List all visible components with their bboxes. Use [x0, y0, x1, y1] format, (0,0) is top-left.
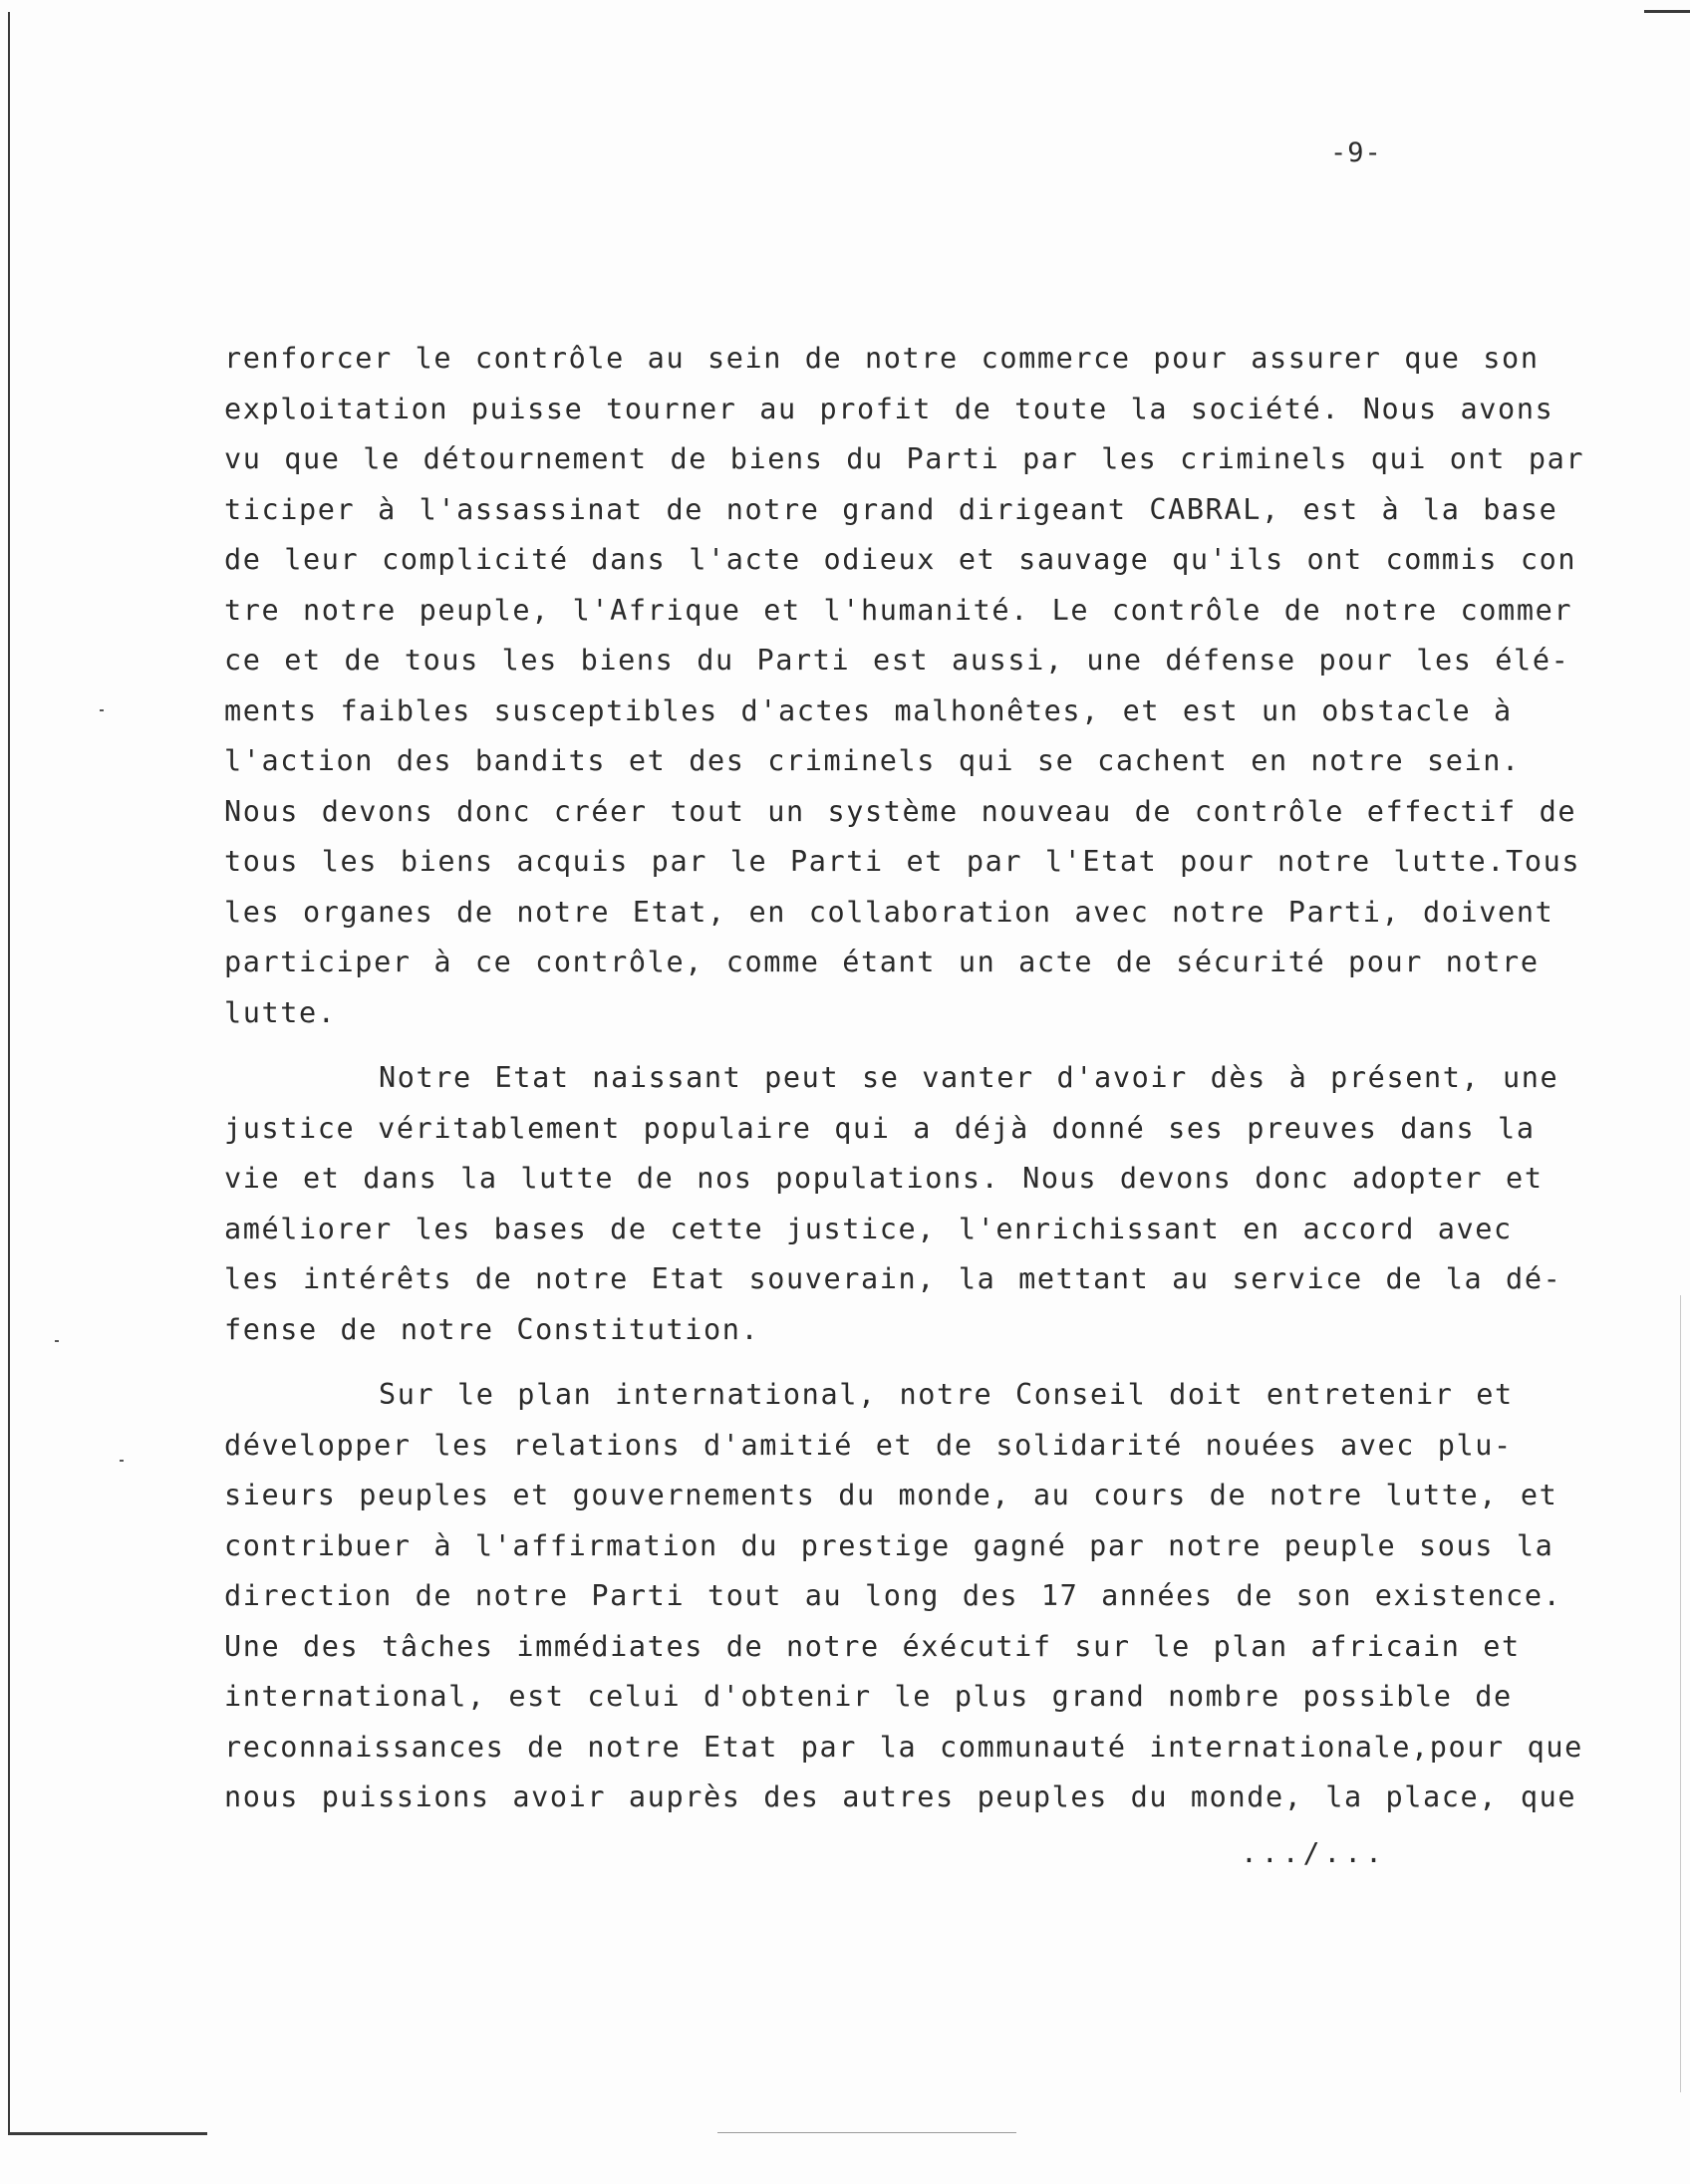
continuation-mark: .../...: [1241, 1836, 1387, 1869]
scan-edge-bottom: [8, 2132, 207, 2135]
scan-speck: [55, 1340, 59, 1342]
text-line: international, est celui d'obtenir le plus grand nombre possible de: [224, 1680, 1513, 1713]
text-line: tre notre peuple, l'Afrique et l'humanité. Le contrôle de notre commer: [224, 593, 1573, 627]
text-line: l'action des bandits et des criminels qui se cachent en notre sein.: [224, 744, 1521, 777]
text-line: lutte.: [224, 995, 337, 1029]
text-line: vie et dans la lutte de nos populations. Nous devons donc adopter et: [224, 1162, 1544, 1195]
text-line: justice véritablement populaire qui a déjà donné ses preuves dans la: [224, 1111, 1536, 1145]
text-line: de leur complicité dans l'acte odieux et sauvage qu'ils ont commis con: [224, 543, 1577, 576]
text-line: exploitation puisse tourner au profit de toute la société. Nous avons: [224, 392, 1554, 425]
text-line: Nous devons donc créer tout un système nouveau de contrôle effectif de: [224, 794, 1577, 828]
scan-edge-top: [1644, 10, 1690, 13]
text-line: ments faibles susceptibles d'actes malhonêtes, et est un obstacle à: [224, 693, 1513, 727]
scan-edge-left: [8, 12, 10, 2134]
text-line: direction de notre Parti tout au long des 17 années de son existence.: [224, 1579, 1562, 1612]
scan-speck: [120, 1460, 124, 1462]
text-line: Sur le plan international, notre Conseil doit entretenir et: [379, 1378, 1514, 1411]
text-line: fense de notre Constitution.: [224, 1312, 760, 1346]
text-line: sieurs peuples et gouvernements du monde, au cours de notre lutte, et: [224, 1479, 1558, 1511]
paragraph: [224, 1053, 1609, 1355]
text-line: améliorer les bases de cette justice, l'enrichissant en accord avec: [224, 1212, 1513, 1245]
page-number: -9-: [1330, 137, 1382, 168]
text-line: Une des tâches immédiates de notre éxécutif sur le plan africain et: [224, 1629, 1521, 1663]
paragraph: [224, 334, 1609, 1038]
text-line: ce et de tous les biens du Parti est aussi, une défense pour les élé-: [224, 644, 1570, 677]
body-text: [224, 334, 1609, 1823]
paragraph: [224, 1370, 1609, 1823]
text-line: vu que le détournement de biens du Parti par les criminels qui ont par: [224, 442, 1585, 475]
text-line: les intérêts de notre Etat souverain, la mettant au service de la dé-: [224, 1262, 1562, 1295]
text-line: tous les biens acquis par le Parti et par l'Etat pour notre lutte.Tous: [224, 845, 1581, 878]
text-line: reconnaissances de notre Etat par la communauté internationale,pour que: [224, 1730, 1583, 1764]
scan-speck: [100, 709, 104, 711]
text-line: les organes de notre Etat, en collaboration avec notre Parti, doivent: [224, 895, 1554, 929]
scan-edge-bottom-faint: [717, 2132, 1016, 2133]
scan-edge-right-faint: [1680, 1295, 1681, 2092]
text-line: développer les relations d'amitié et de solidarité nouées avec plu-: [224, 1428, 1513, 1462]
text-line: ticiper à l'assassinat de notre grand dirigeant CABRAL, est à la base: [224, 492, 1558, 526]
text-line: renforcer le contrôle au sein de notre commerce pour assurer que son: [224, 342, 1540, 375]
text-line: participer à ce contrôle, comme étant un acte de sécurité pour notre: [224, 946, 1540, 978]
text-line: contribuer à l'affirmation du prestige gagné par notre peuple sous la: [224, 1528, 1554, 1562]
text-line: nous puissions avoir auprès des autres peuples du monde, la place, que: [224, 1780, 1577, 1813]
text-line: Notre Etat naissant peut se vanter d'avoir dès à présent, une: [379, 1061, 1559, 1094]
